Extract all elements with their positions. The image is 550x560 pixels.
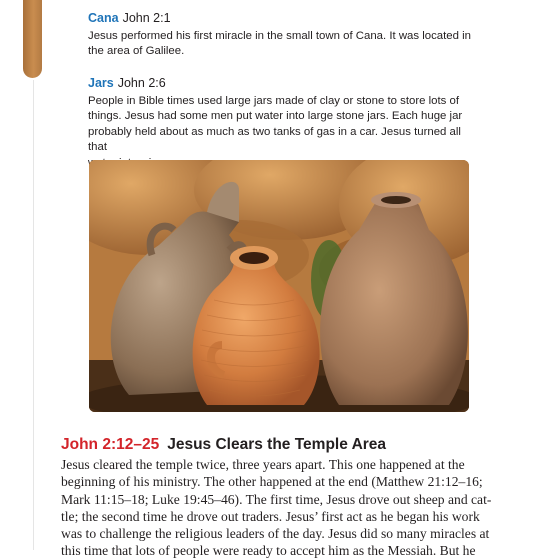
note-heading — [88, 11, 472, 26]
section-line: Mark 11:15–18; Luke 19:45–46). The first time, Jesus drove out sheep and cat- — [61, 491, 492, 507]
section-title: Jesus Clears the Temple Area — [167, 436, 387, 453]
note-reference: John 2:1 — [122, 11, 171, 25]
margin-rule — [33, 80, 34, 550]
note-line: probably held about as much as two tanks of gas in a car. Jesus turned all that — [88, 125, 461, 154]
section-heading — [61, 436, 386, 454]
section-body — [61, 456, 492, 560]
section-line: tle; the second time he drove out traders. Jesus’ first act as he began his work — [61, 508, 480, 524]
note-line: People in Bible times used large jars made of clay or stone to store lots of — [88, 95, 460, 107]
section-line: Jesus cleared the temple twice, three years apart. This one happened at the — [61, 457, 465, 472]
section-line: was to challenge the religious leaders of the day. Jesus did so many miracles at — [61, 526, 490, 542]
note-cana — [88, 11, 472, 60]
note-reference: John 2:6 — [117, 76, 166, 90]
note-keyword: Cana — [88, 11, 119, 25]
section-line: beginning of his ministry. The other happened at the end (Matthew 21:12–16; — [61, 474, 483, 490]
clay-jars-illustration — [89, 160, 469, 412]
note-line: Jesus performed his first miracle in the small town of Cana. It was located in — [88, 30, 472, 42]
note-body — [88, 29, 472, 60]
note-jars — [88, 76, 472, 171]
note-line: the area of Galilee. — [88, 45, 185, 58]
page-tab-marker — [23, 0, 42, 78]
section-line: this time that lots of people were ready to accept him as the Messiah. But he — [61, 543, 476, 559]
clay-jars-photo — [89, 160, 469, 412]
note-heading — [88, 76, 472, 91]
note-line: things. Jesus had some men put water into large stone jars. Each huge jar — [88, 110, 463, 123]
note-keyword: Jars — [88, 76, 114, 90]
section-reference: John 2:12–25 — [61, 436, 160, 453]
